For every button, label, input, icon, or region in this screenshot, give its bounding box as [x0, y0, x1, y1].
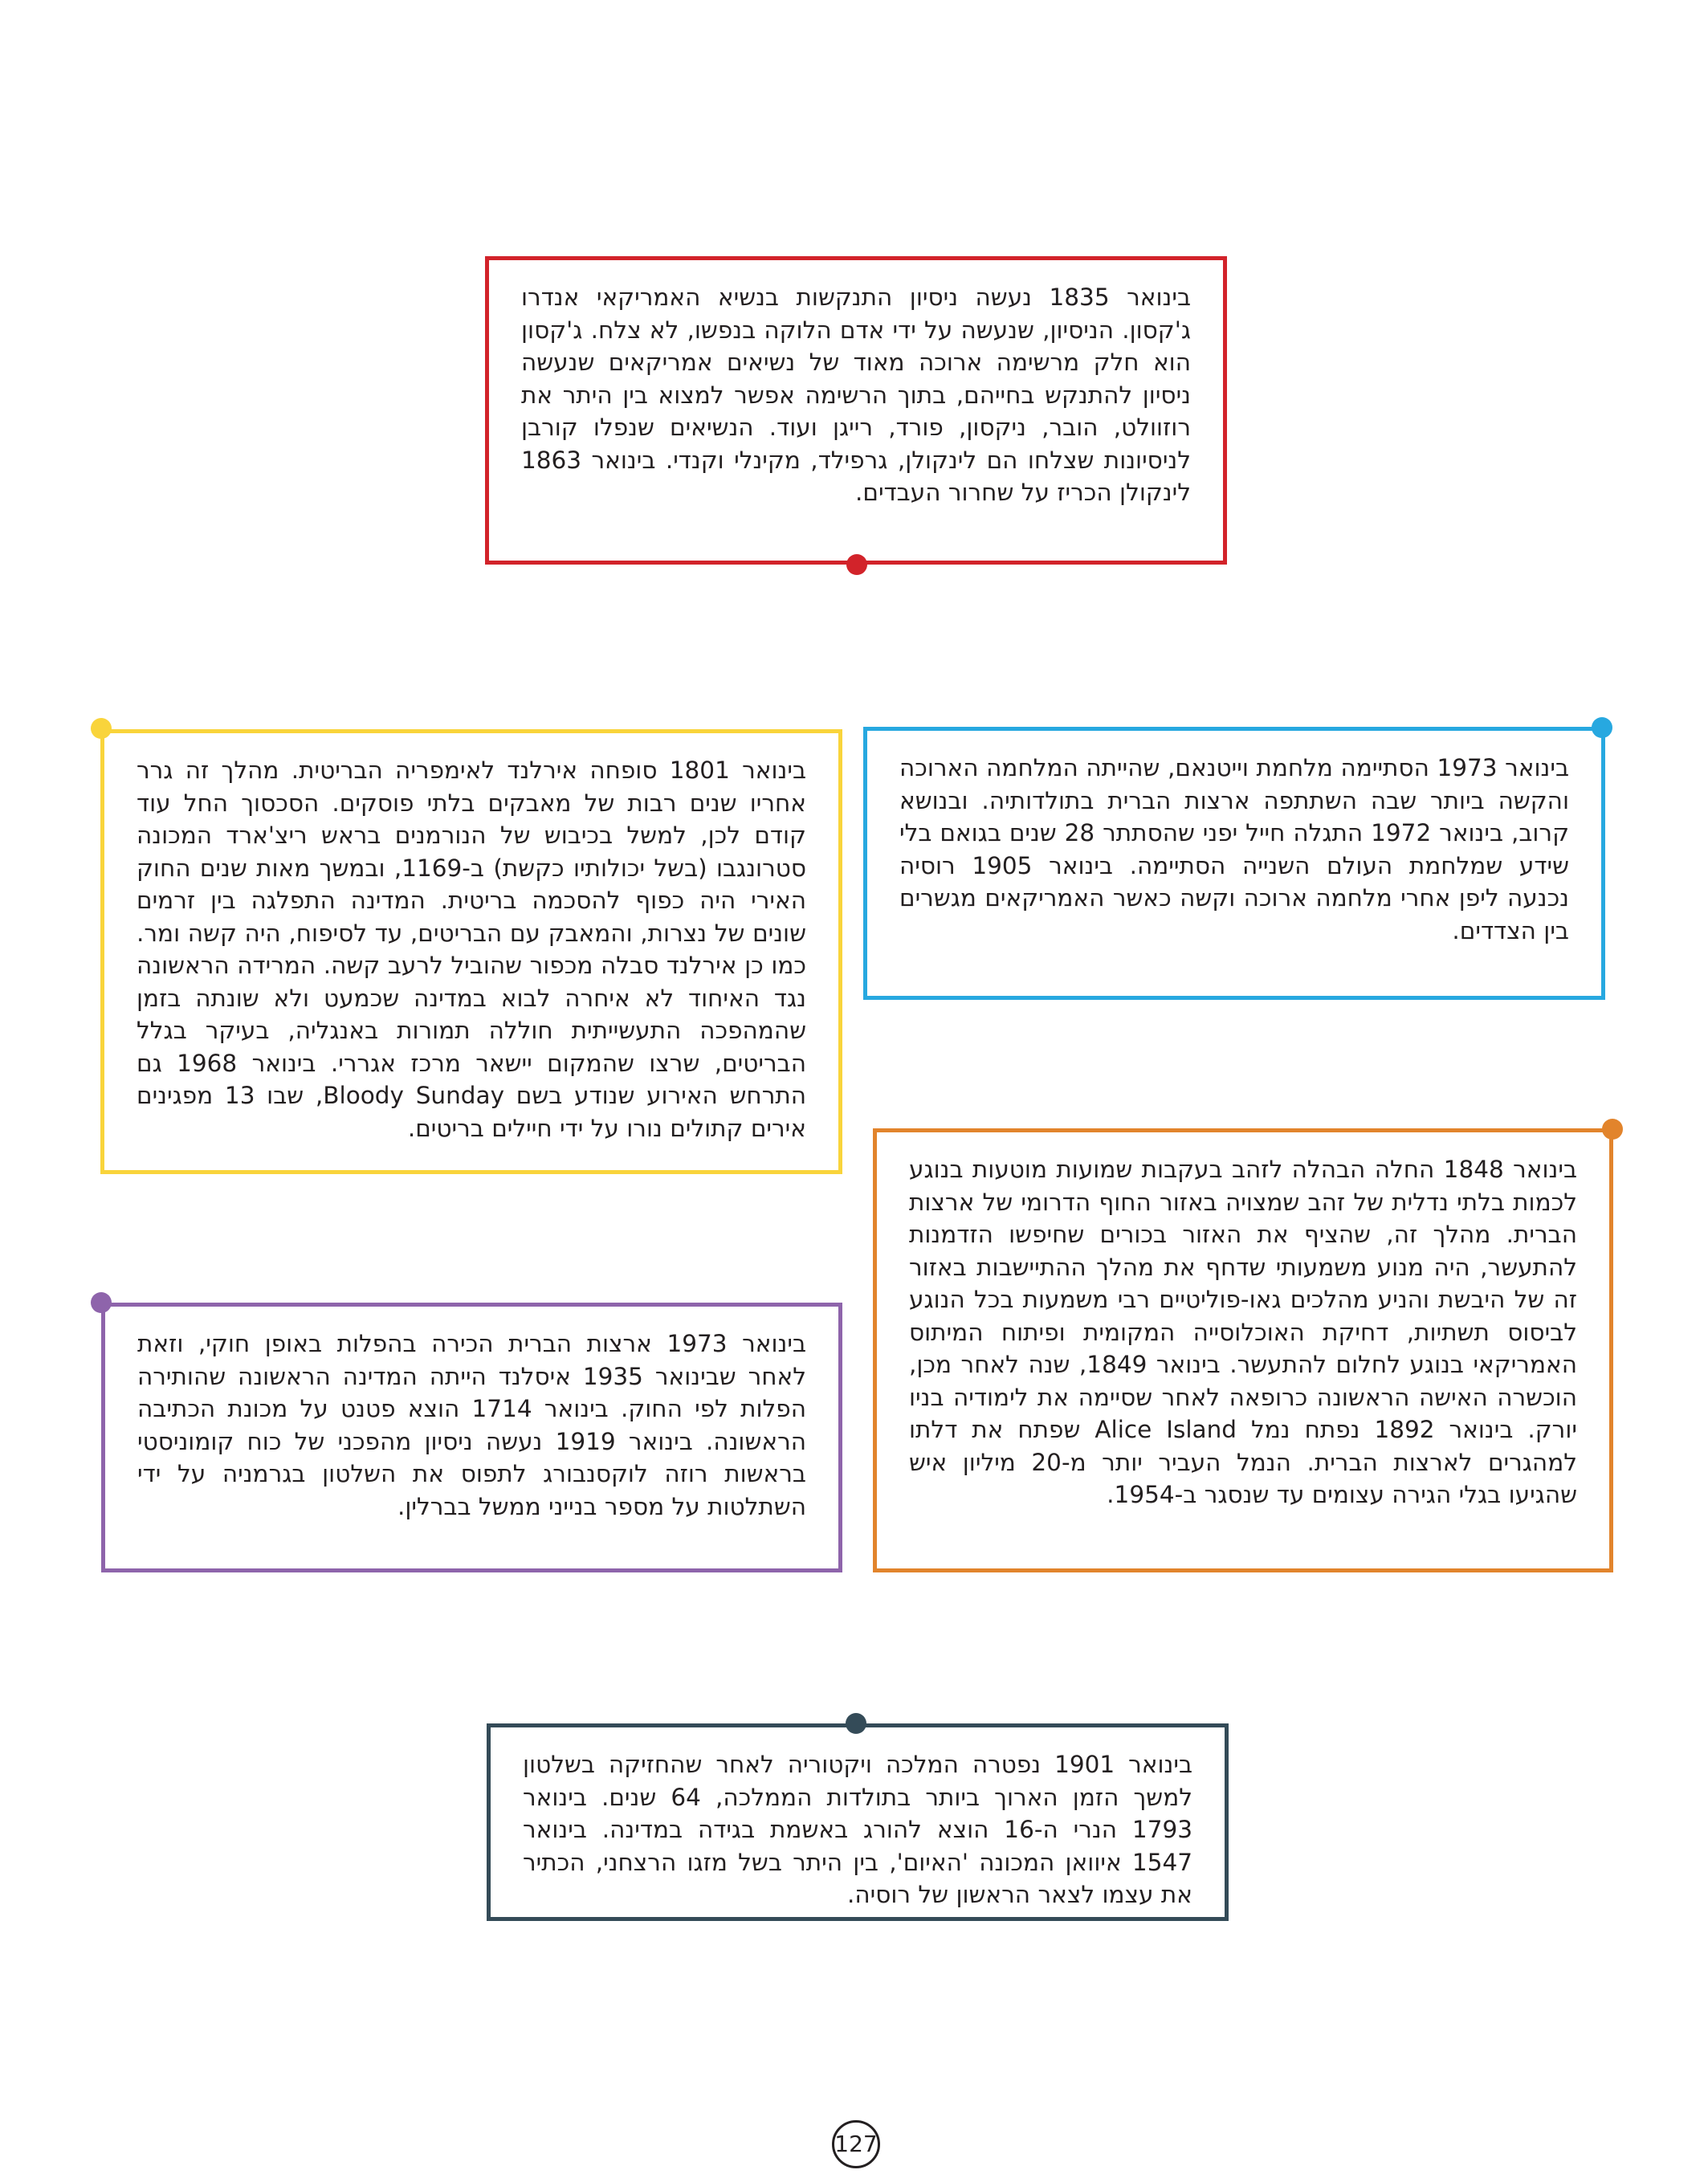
text-box-yellow	[100, 729, 842, 1174]
text-box-blue	[863, 727, 1605, 1000]
text-box-purple	[101, 1303, 842, 1572]
connector-dot-yellow	[91, 718, 112, 739]
paragraph-slate: בינואר 1901 נפטרה המלכה ויקטוריה לאחר שהחזיקה בשלטון למשך הזמן הארוך ביותר בתולדות הממלכה, 64 שנים. בינואר 1793 הנרי ה-16 הוצא להורג באשמת בגידה במדינה. בינואר 1547 איוואן המכונה 'האיום', בין היתר בשל מזגו הרצחני, הכתיר את עצמו לצאר הראשון של רוסיה.	[523, 1751, 1193, 1908]
connector-dot-purple	[91, 1292, 112, 1313]
paragraph-purple: בינואר 1973 ארצות הברית הכירה בהפלות באופן חוקי, וזאת לאחר שבינואר 1935 איסלנד הייתה המדינה הראשונה שהותירה הפלות לפי החוק. בינואר 1714 הוצא פטנט על מכונת הכתיבה הראשונה. בינואר 1919 נעשה ניסיון מהפכני של כוח קומוניסטי בראשות רוזה לוקסנבורג לתפוס את השלטון בגרמניה על ידי השתלטות על מספר בנייני ממשל בברלין.	[137, 1330, 807, 1520]
connector-dot-slate	[846, 1713, 866, 1734]
text-box-orange	[873, 1128, 1613, 1572]
connector-dot-red	[846, 554, 867, 575]
paragraph-blue: בינואר 1973 הסתיימה מלחמת וייטנאם, שהייתה המלחמה הארוכה והקשה ביותר שבה השתתפה ארצות הברית בתולדותיה. ובנושא קרוב, בינואר 1972 התגלה חייל יפני שהסתתר 28 שנים בגואם בלי שידע שמלחמת העולם השנייה הסתיימה. בינואר 1905 רוסיה נכנעה ליפן אחרי מלחמה ארוכה וקשה כאשר האמריקאים מגשרים בין הצדדים.	[899, 754, 1570, 944]
text-box-red	[485, 256, 1227, 565]
connector-dot-blue	[1592, 717, 1612, 738]
text-box-slate	[487, 1723, 1229, 1921]
paragraph-red: בינואר 1835 נעשה ניסיון התנקשות בנשיא האמריקאי אנדרו ג'קסון. הניסיון, שנעשה על ידי אדם הלוקה בנפשו, לא צלח. ג'קסון הוא חלק מרשימה ארוכה מאוד של נשיאים אמריקאים שנעשה ניסיון להתנקש בחייהם, בתוך הרשימה אפשר למצוא בין היתר את רוזוולט, הובר, ניקסון, פורד, רייגן ועוד. הנשיאים שנפלו קורבן לניסיונות שצלחו הם לינקולן, גרפילד, מקינלי וקנדי. בינואר 1863 לינקולן הכריז על שחרור העבדים.	[521, 283, 1191, 506]
connector-dot-orange	[1602, 1119, 1623, 1140]
paragraph-orange: בינואר 1848 החלה הבהלה לזהב בעקבות שמועות מוטעות בנוגע לכמות בלתי נדלית של זהב שמצויה באזור החוף הדרומי של ארצות הברית. מהלך זה, שהציף את האזור בכורים שחיפשו הזדמנות להתעשר, היה מנוע משמעותי שדחף את מהלך ההתיישבות באזור זה של היבשת והניע מהלכים גאו-פוליטיים רבי משמעות בכל הנוגע לביסוס תשתיות, דחיקת האוכלוסייה המקומית ופיתוח המיתוס האמריקאי בנוגע לחלום להתעשר. בינואר 1849, שנה לאחר מכן, הוכשרה האישה הראשונה כרופאה לאחר שסיימה את לימודיה בניו יורק. בינואר 1892 נפתח נמל Alice Island שפתח את דלתו למהגרים לארצות הברית. הנמל העביר יותר מ-20 מיליון איש שהגיעו בגלי הגירה עצומים עד שנסגר ב-1954.	[909, 1156, 1578, 1508]
paragraph-yellow: בינואר 1801 סופחה אירלנד לאימפריה הבריטית. מהלך זה גרר אחריו שנים רבות של מאבקים בלתי פוסקים. הסכסוך החל עוד קודם לכן, למשל בכיבוש של הנורמנים בראש ריצ'ארד המכונה סטרונגבו (בשל יכולותיו כקשת) ב-1169, ובמשך מאות שנים החוק האירי היה כפוף להסכמה בריטית. המדינה התפלגה בין זרמים שונים של נצרות, והמאבק עם הבריטים, עד לסיפוח, היה קשה ומר. כמו כן אירלנד סבלה מכפור שהוביל לרעב קשה. המרידה הראשונה נגד האיחוד לא איחרה לבוא במדינה שכמעט ולא שונתה בזמן שהמהפכה התעשייתית חוללה תמורות באנגליה, בעיקר בגלל הבריטים, שרצו שהמקום יישאר מרכז אגררי. בינואר 1968 גם התרחש האירוע שנודע בשם Bloody Sunday, שבו 13 מפגינים אירים קתולים נורו על ידי חיילים בריטים.	[137, 757, 807, 1142]
page-number: 127	[832, 2120, 880, 2168]
